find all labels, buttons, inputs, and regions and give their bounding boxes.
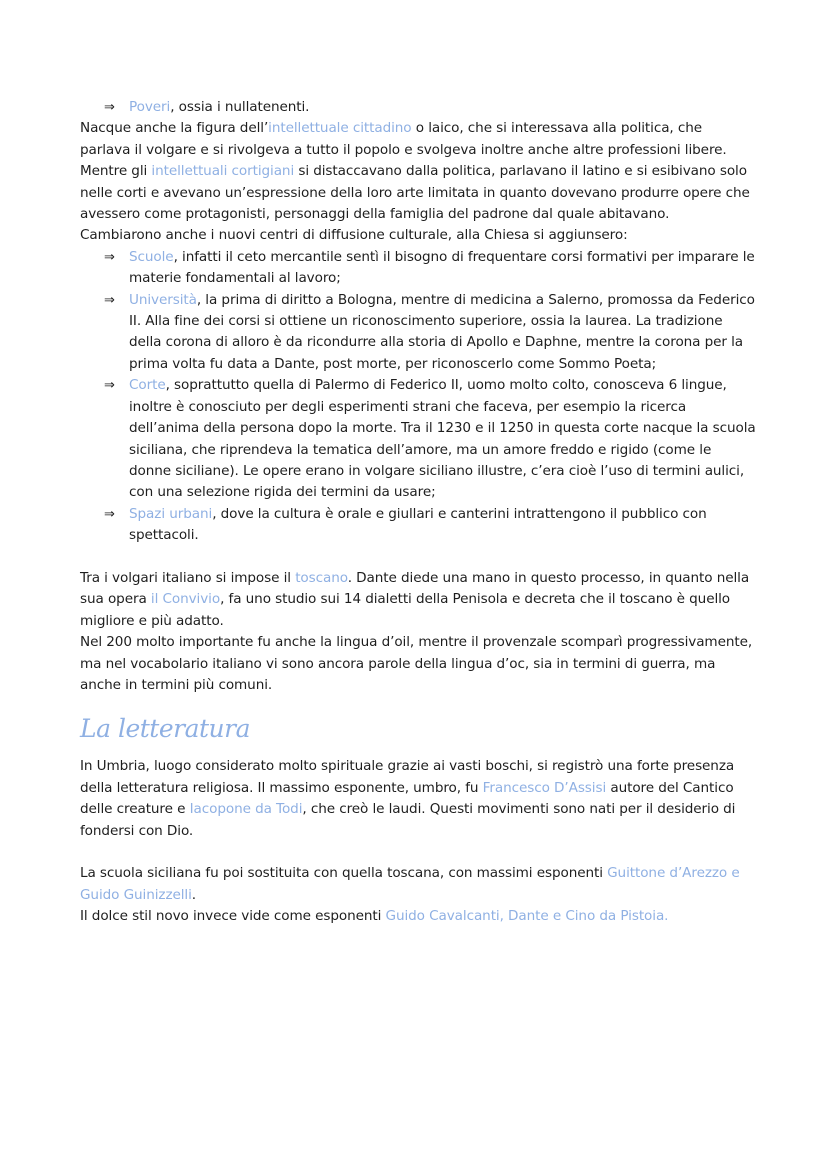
arrow-bullet-icon: ⇒ [104, 378, 115, 394]
blank-line [80, 547, 756, 568]
bullet-item [80, 290, 756, 376]
highlighted-term: Guittone d’Arezzo e Guido Guinizzelli [80, 865, 740, 903]
text-run: Il dolce stil novo invece vide come esponenti [80, 908, 386, 925]
highlighted-term: Corte [129, 377, 166, 394]
arrow-bullet-icon: ⇒ [104, 100, 115, 115]
highlighted-term: il Convivio [150, 591, 221, 608]
highlighted-term: Francesco D’Assisi [482, 779, 607, 796]
highlighted-term: Università [129, 291, 197, 308]
text-run: . Dante diede una mano in questo processo, in quanto nella sua opera [80, 569, 750, 608]
paragraph [80, 118, 756, 161]
highlighted-term: Poveri [129, 99, 171, 115]
paragraph [80, 225, 756, 246]
highlighted-term: toscano [295, 569, 348, 586]
arrow-bullet-icon: ⇒ [104, 292, 115, 308]
text-run: La scuola siciliana fu poi sostituita con quella toscana, con massimi esponenti [80, 865, 608, 882]
arrow-bullet-icon: ⇒ [104, 249, 115, 265]
highlighted-term: Guido Cavalcanti, Dante e Cino da Pistoia. [385, 908, 669, 925]
arrow-bullet-icon: ⇒ [104, 506, 115, 522]
highlighted-term: Iacopone da Todi [189, 801, 303, 818]
bullet-item [80, 247, 756, 290]
paragraph [80, 568, 756, 632]
document-page [80, 97, 756, 928]
text-run: , dove la cultura è orale e giullari e canterini intrattengono il pubblico con spettacoli. [129, 505, 707, 544]
highlighted-term: intellettuali cortigiani [151, 163, 295, 180]
text-run: Cambiarono anche i nuovi centri di diffusione culturale, alla Chiesa si aggiunsero: [80, 227, 628, 244]
text-run: , fa uno studio sui 14 dialetti della Penisola e decreta che il toscano è quello migliore e più adatto. [80, 591, 731, 629]
section-heading [80, 714, 756, 744]
blank-line [80, 842, 756, 863]
paragraph [80, 906, 756, 927]
text-run: , che creò le laudi. Questi movimenti sono nati per il desiderio di fondersi con Dio. [80, 801, 736, 839]
paragraph [80, 632, 756, 696]
text-run: Tra i volgari italiano si impose il [80, 569, 296, 586]
bullet-item [80, 97, 756, 118]
text-run: , infatti il ceto mercantile sentì il bisogno di frequentare corsi formativi per imparare le materie fondamentali al lavoro; [129, 248, 755, 287]
text-run: , soprattutto quella di Palermo di Federico II, uomo molto colto, conosceva 6 lingue, inoltre è conosciuto per degli esperimenti strani che faceva, per esempio la ricerca dell’anima della persona dopo la morte. Tra il 1230 e il 1250 in questa corte nacque la scuola siciliana, che riprendeva la tematica dell’amore, ma un amore freddo e rigido (come le donne siciliane). Le opere erano in volgare siciliano illustre, c’era cioè l’uso di termini aulici, con una selezione rigida dei termini da usare; [129, 377, 756, 501]
highlighted-term: Scuole [129, 248, 174, 265]
text-run: In Umbria, luogo considerato molto spirituale grazie ai vasti boschi, si registrò una forte presenza della letteratura religiosa. Il massimo esponente, umbro, fu [80, 758, 735, 796]
paragraph [80, 756, 756, 842]
text-run: , ossia i nullatenenti. [170, 99, 310, 115]
text-run: Nel 200 molto importante fu anche la lingua d’oil, mentre il provenzale scomparì progressivamente, ma nel vocabolario italiano vi sono ancora parole della lingua d’oc, sia in termini di guerra, ma anche in termini più comuni. [80, 634, 753, 693]
bullet-item [80, 504, 756, 547]
text-run: . [191, 886, 197, 903]
paragraph [80, 863, 756, 906]
text-run: Nacque anche la figura dell’ [80, 120, 269, 137]
paragraph [80, 161, 756, 225]
bullet-item [80, 375, 756, 503]
text-run: Mentre gli [80, 163, 152, 180]
highlighted-term: Spazi urbani [129, 505, 213, 522]
text-run: autore del Cantico delle creature e [80, 779, 734, 818]
text-run: , la prima di diritto a Bologna, mentre di medicina a Salerno, promossa da Federico II. Alla fine dei corsi si ottiene un riconoscimento superiore, ossia la laurea. La tradizione della corona di alloro è da ricondurre alla storia di Apollo e Daphne, mentre la corona per la prima volta fu data a Dante, post morte, per riconoscerlo come Sommo Poeta; [129, 291, 755, 372]
text-run: La letteratura [80, 714, 250, 744]
text-run: si distaccavano dalla politica, parlavano il latino e si esibivano solo nelle corti e avevano un’espressione della loro arte limitata in quanto dovevano produrre opere che avessero come protagonisti, personaggi della famiglia del padrone dal quale abitavano. [80, 163, 750, 223]
text-run: o laico, che si interessava alla politica, che parlava il volgare e si rivolgeva a tutto il popolo e svolgeva inoltre anche altre professioni libere. [80, 120, 727, 158]
highlighted-term: intellettuale cittadino [268, 120, 412, 137]
